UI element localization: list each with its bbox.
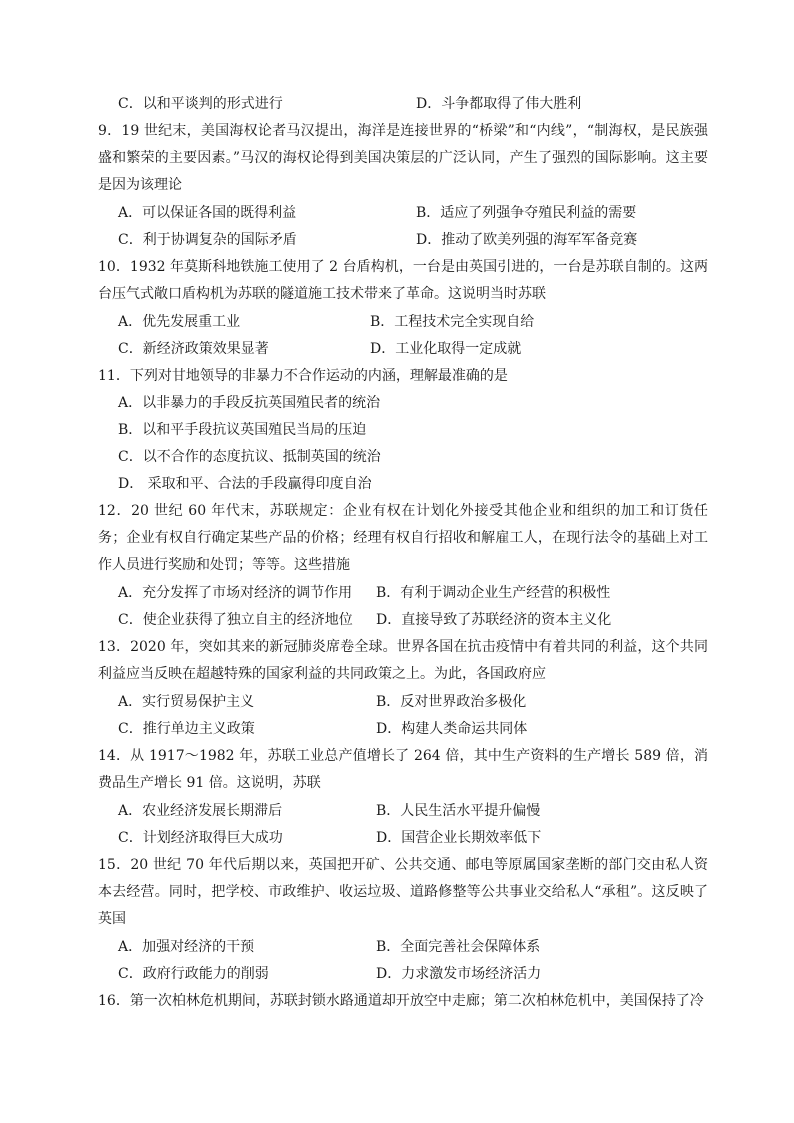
q14-option-d: D．国营企业长期效率低下: [376, 830, 542, 846]
q10-option-d: D．工业化取得一定成就: [370, 341, 522, 357]
q13-option-c: C．推行单边主义政策: [118, 721, 255, 737]
q15-option-b: B．全面完善社会保障体系: [376, 939, 541, 955]
q10-option-c: C．新经济政策效果显著: [118, 341, 269, 357]
q9-option-d: D．推动了欧美列强的海军军备竞赛: [416, 232, 638, 248]
q12-stem: 12．20 世纪 60 年代末，苏联规定：企业有权在计划化外接受其他企业和组织的加工和订货任务；企业有权自行确定某些产品的价格；经理有权自行招收和解雇工人，在现行法令的基础上对工作人员进行奖励和处罚；等等。这些措施: [98, 503, 708, 573]
q10-stem: 10．1932 年莫斯科地铁施工使用了 2 台盾构机，一台是由英国引进的，一台是苏联自制的。这两台压气式敞口盾构机为苏联的隧道施工技术带来了革命。这说明当时苏联: [98, 259, 708, 302]
q9-stem: 9．19 世纪末，美国海权论者马汉提出，海洋是连接世界的“桥梁”和“内线”，“制海权，是民族强盛和繁荣的主要因素。”马汉的海权论得到美国决策层的广泛认同，产生了强烈的国际影响。这主要是因为该理论: [98, 123, 708, 193]
q13-option-d: D．构建人类命运共同体: [376, 721, 528, 737]
q15-option-a: A．加强对经济的干预: [118, 939, 255, 955]
q11-option-a: A．以非暴力的手段反抗英国殖民者的统治: [118, 395, 381, 411]
q8-option-c: C．以和平谈判的形式进行: [118, 96, 283, 112]
q14-option-a: A．农业经济发展长期滞后: [118, 803, 283, 819]
q11-option-d: D． 采取和平、合法的手段赢得印度自治: [118, 476, 372, 492]
q9-option-c: C．利于协调复杂的国际矛盾: [118, 232, 297, 248]
q14-option-c: C．计划经济取得巨大成功: [118, 830, 283, 846]
q12-option-c: C．使企业获得了独立自主的经济地位: [118, 612, 353, 628]
q15-option-c: C．政府行政能力的削弱: [118, 966, 269, 982]
q16-stem: 16．第一次柏林危机期间，苏联封锁水路通道却开放空中走廊；第二次柏林危机中，美国保持了冷: [98, 993, 704, 1009]
q13-option-b: B．反对世界政治多极化: [376, 694, 527, 710]
q11-stem: 11．下列对甘地领导的非暴力不合作运动的内涵，理解最准确的是: [98, 368, 508, 384]
q11-option-b: B．以和平手段抗议英国殖民当局的压迫: [118, 422, 367, 438]
q12-option-a: A．充分发挥了市场对经济的调节作用: [118, 585, 353, 601]
q15-stem: 15．20 世纪 70 年代后期以来，英国把开矿、公共交通、邮电等原属国家垄断的部门交由私人资本去经营。同时，把学校、市政维护、收运垃圾、道路修整等公共事业交给私人“承租”。这反映了英国: [98, 857, 708, 927]
q15-option-d: D．力求激发市场经济活力: [376, 966, 542, 982]
q13-option-a: A．实行贸易保护主义: [118, 694, 255, 710]
q14-option-b: B．人民生活水平提升偏慢: [376, 803, 541, 819]
q10-option-a: A．优先发展重工业: [118, 314, 241, 330]
q12-option-d: D．直接导致了苏联经济的资本主义化: [376, 612, 612, 628]
q14-stem: 14．从 1917～1982 年，苏联工业总产值增长了 264 倍，其中生产资料的生产增长 589 倍，消费品生产增长 91 倍。这说明，苏联: [98, 748, 708, 791]
q13-stem: 13．2020 年，突如其来的新冠肺炎席卷全球。世界各国在抗击疫情中有着共同的利益，这个共同利益应当反映在超越特殊的国家利益的共同政策之上。为此，各国政府应: [98, 639, 708, 682]
q8-option-d: D．斗争都取得了伟大胜利: [416, 96, 582, 112]
q9-option-a: A．可以保证各国的既得利益: [118, 205, 297, 221]
q11-option-c: C．以不合作的态度抗议、抵制英国的统治: [118, 449, 381, 465]
q10-option-b: B．工程技术完全实现自给: [370, 314, 535, 330]
q12-option-b: B．有利于调动企业生产经营的积极性: [376, 585, 611, 601]
q9-option-b: B．适应了列强争夺殖民利益的需要: [416, 205, 637, 221]
